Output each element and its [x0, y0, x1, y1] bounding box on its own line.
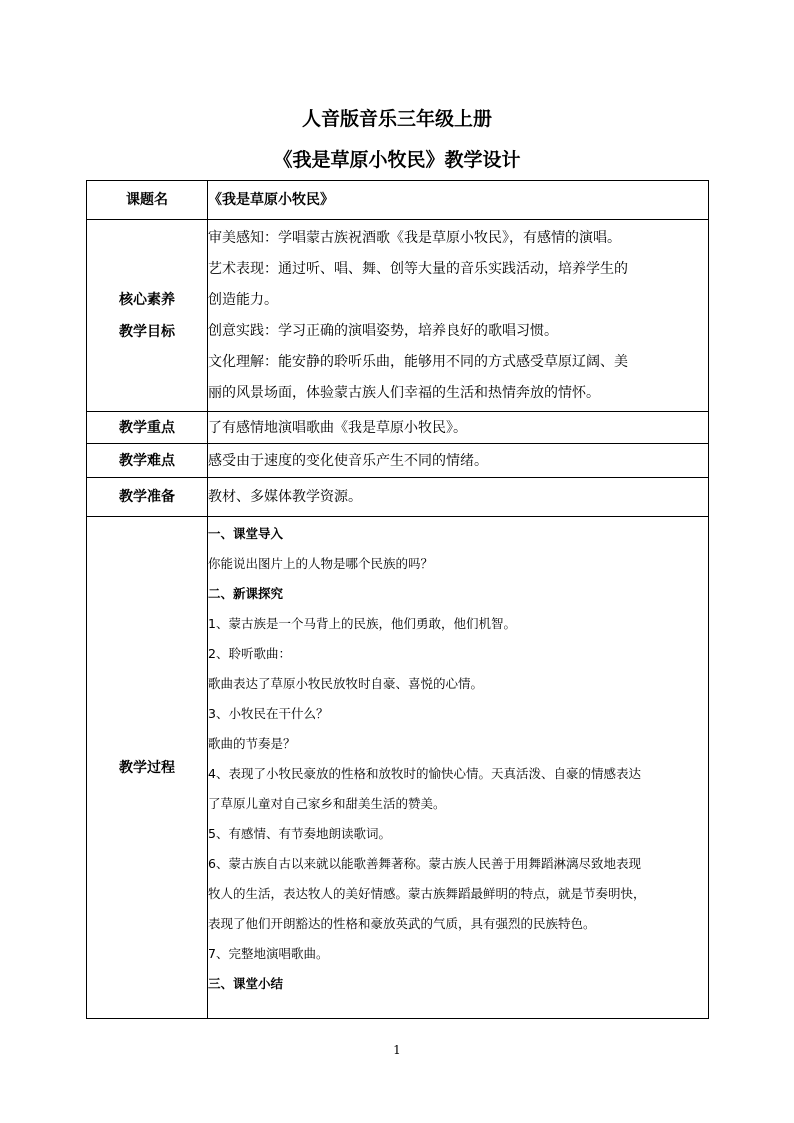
process-line: 你能说出图片上的人物是哪个民族的吗？ — [208, 556, 434, 571]
process-line: 牧人的生活，表达牧人的美好情感。蒙古族舞蹈最鲜明的特点，就是节奏明快， — [208, 886, 646, 901]
process-heading: 三、课堂小结 — [208, 976, 284, 991]
process-line: 3、小牧民在干什么？ — [208, 706, 329, 721]
process-line: 歌曲的节奏是？ — [208, 736, 296, 751]
core-line: 丽的风景场面，体验蒙古族人们幸福的生活和热情奔放的情怀。 — [208, 384, 600, 401]
table-row-core — [87, 220, 709, 412]
process-line: 1、蒙古族是一个马背上的民族，他们勇敢，他们机智。 — [208, 616, 516, 631]
process-line: 6、蒙古族自古以来就以能歌善舞著称。蒙古族人民善于用舞蹈淋漓尽致地表现 — [208, 856, 641, 871]
process-content — [208, 517, 709, 1019]
page-number: 1 — [393, 1043, 401, 1057]
core-content — [208, 220, 709, 412]
topic-label: 课题名 — [87, 181, 208, 220]
core-line: 创意实践：学习正确的演唱姿势，培养良好的歌唱习惯。 — [208, 322, 558, 339]
difficulties-value: 感受由于速度的变化使音乐产生不同的情绪。 — [208, 444, 709, 478]
key-points-value: 了有感情地演唱歌曲《我是草原小牧民》。 — [208, 412, 709, 444]
document-title-line2: 《我是草原小牧民》教学设计 — [273, 149, 521, 171]
preparation-value: 教材、多媒体教学资源。 — [208, 478, 709, 517]
core-label-line2: 教学目标 — [119, 323, 175, 340]
table-row-topic — [87, 181, 709, 220]
process-line: 歌曲表达了草原小牧民放牧时自豪、喜悦的心情。 — [208, 676, 484, 691]
table-row-difficulties — [87, 444, 709, 478]
lesson-plan-table — [86, 180, 709, 1019]
core-label-line1: 核心素养 — [119, 291, 175, 308]
process-heading: 二、新课探究 — [208, 586, 284, 601]
table-row-process — [87, 517, 709, 1019]
core-line: 文化理解：能安静的聆听乐曲，能够用不同的方式感受草原辽阔、美 — [208, 353, 628, 370]
table-row-key-points — [87, 412, 709, 444]
process-line: 7、完整地演唱歌曲。 — [208, 946, 329, 961]
difficulties-label: 教学难点 — [87, 444, 208, 478]
process-line: 5、有感情、有节奏地朗读歌词。 — [208, 826, 391, 841]
preparation-label: 教学准备 — [87, 478, 208, 517]
process-line: 2、聆听歌曲： — [208, 646, 291, 661]
process-label: 教学过程 — [87, 517, 208, 1019]
process-line: 表现了他们开朗豁达的性格和豪放英武的气质，具有强烈的民族特色。 — [208, 916, 596, 931]
process-heading: 一、课堂导入 — [208, 526, 284, 541]
core-line: 创造能力。 — [208, 291, 278, 308]
topic-value: 《我是草原小牧民》 — [208, 181, 709, 220]
process-line: 4、表现了小牧民豪放的性格和放牧时的愉快心情。天真活泼、自豪的情感表达 — [208, 766, 641, 781]
key-points-label: 教学重点 — [87, 412, 208, 444]
core-line: 审美感知：学唱蒙古族祝酒歌《我是草原小牧民》，有感情的演唱。 — [208, 229, 621, 246]
core-line: 艺术表现：通过听、唱、舞、创等大量的音乐实践活动，培养学生的 — [208, 260, 628, 277]
core-label — [87, 220, 208, 412]
document-title-line1: 人音版音乐三年级上册 — [301, 108, 492, 130]
process-line: 了草原儿童对自己家乡和甜美生活的赞美。 — [208, 796, 446, 811]
table-row-preparation — [87, 478, 709, 517]
